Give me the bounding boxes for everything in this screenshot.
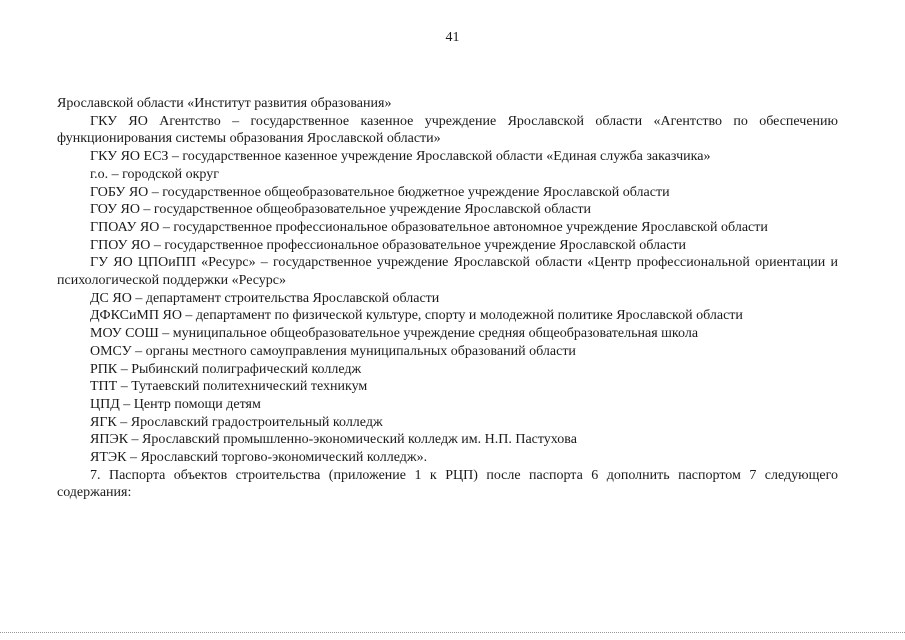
paragraph-rpk: РПК – Рыбинский полиграфический колледж bbox=[90, 361, 362, 377]
paragraph-gpoau: ГПОАУ ЯО – государственное профессиональное образовательное автономное учреждение Ярославской области bbox=[90, 219, 768, 235]
paragraph-ds: ДС ЯО – департамент строительства Ярославской области bbox=[90, 290, 440, 306]
bottom-divider bbox=[0, 632, 905, 633]
paragraph-gpou: ГПОУ ЯО – государственное профессиональное образовательное учреждение Ярославской области bbox=[90, 237, 687, 253]
paragraph-ygk: ЯГК – Ярославский градостроительный колледж bbox=[90, 414, 383, 430]
paragraph-omsu: ОМСУ – органы местного самоуправления муниципальных образований области bbox=[90, 343, 576, 359]
paragraph-gku-agency: ГКУ ЯО Агентство – государственное казенное учреждение Ярославской области «Агентство по обеспечению функционирования системы образования Ярославской области» bbox=[57, 113, 838, 147]
paragraph-dfksimp: ДФКСиМП ЯО – департамент по физической культуре, спорту и молодежной политике Ярославской области bbox=[90, 308, 743, 324]
paragraph-item-7: 7. Паспорта объектов строительства (приложение 1 к РЦП) после паспорта 6 дополнить паспортом 7 следующего содержания: bbox=[57, 467, 838, 501]
paragraph-gobu: ГОБУ ЯО – государственное общеобразовательное бюджетное учреждение Ярославской области bbox=[90, 184, 670, 200]
page-number: 41 bbox=[445, 30, 460, 45]
paragraph-gu-resurs: ГУ ЯО ЦПОиПП «Ресурс» – государственное учреждение Ярославской области «Центр профессиональной ориентации и психологической поддержки «Ресурс» bbox=[57, 255, 838, 289]
paragraph-gou: ГОУ ЯО – государственное общеобразовательное учреждение Ярославской области bbox=[90, 202, 592, 218]
paragraph-gku-esz: ГКУ ЯО ЕСЗ – государственное казенное учреждение Ярославской области «Единая служба заказчика» bbox=[90, 149, 711, 165]
paragraph-ypek: ЯПЭК – Ярославский промышленно-экономический колледж им. Н.П. Пастухова bbox=[90, 432, 577, 448]
paragraph-ytek: ЯТЭК – Ярославский торгово-экономический колледж». bbox=[90, 450, 428, 466]
paragraph-cpd: ЦПД – Центр помощи детям bbox=[90, 396, 261, 412]
paragraph-tpt: ТПТ – Тутаевский политехнический техникум bbox=[90, 379, 368, 395]
paragraph-institute-continuation: Ярославской области «Институт развития образования» bbox=[57, 96, 392, 111]
paragraph-mou-sosh: МОУ СОШ – муниципальное общеобразовательное учреждение средняя общеобразовательная школа bbox=[90, 326, 699, 342]
document-body bbox=[57, 95, 838, 502]
paragraph-go: г.о. – городской округ bbox=[90, 166, 219, 182]
